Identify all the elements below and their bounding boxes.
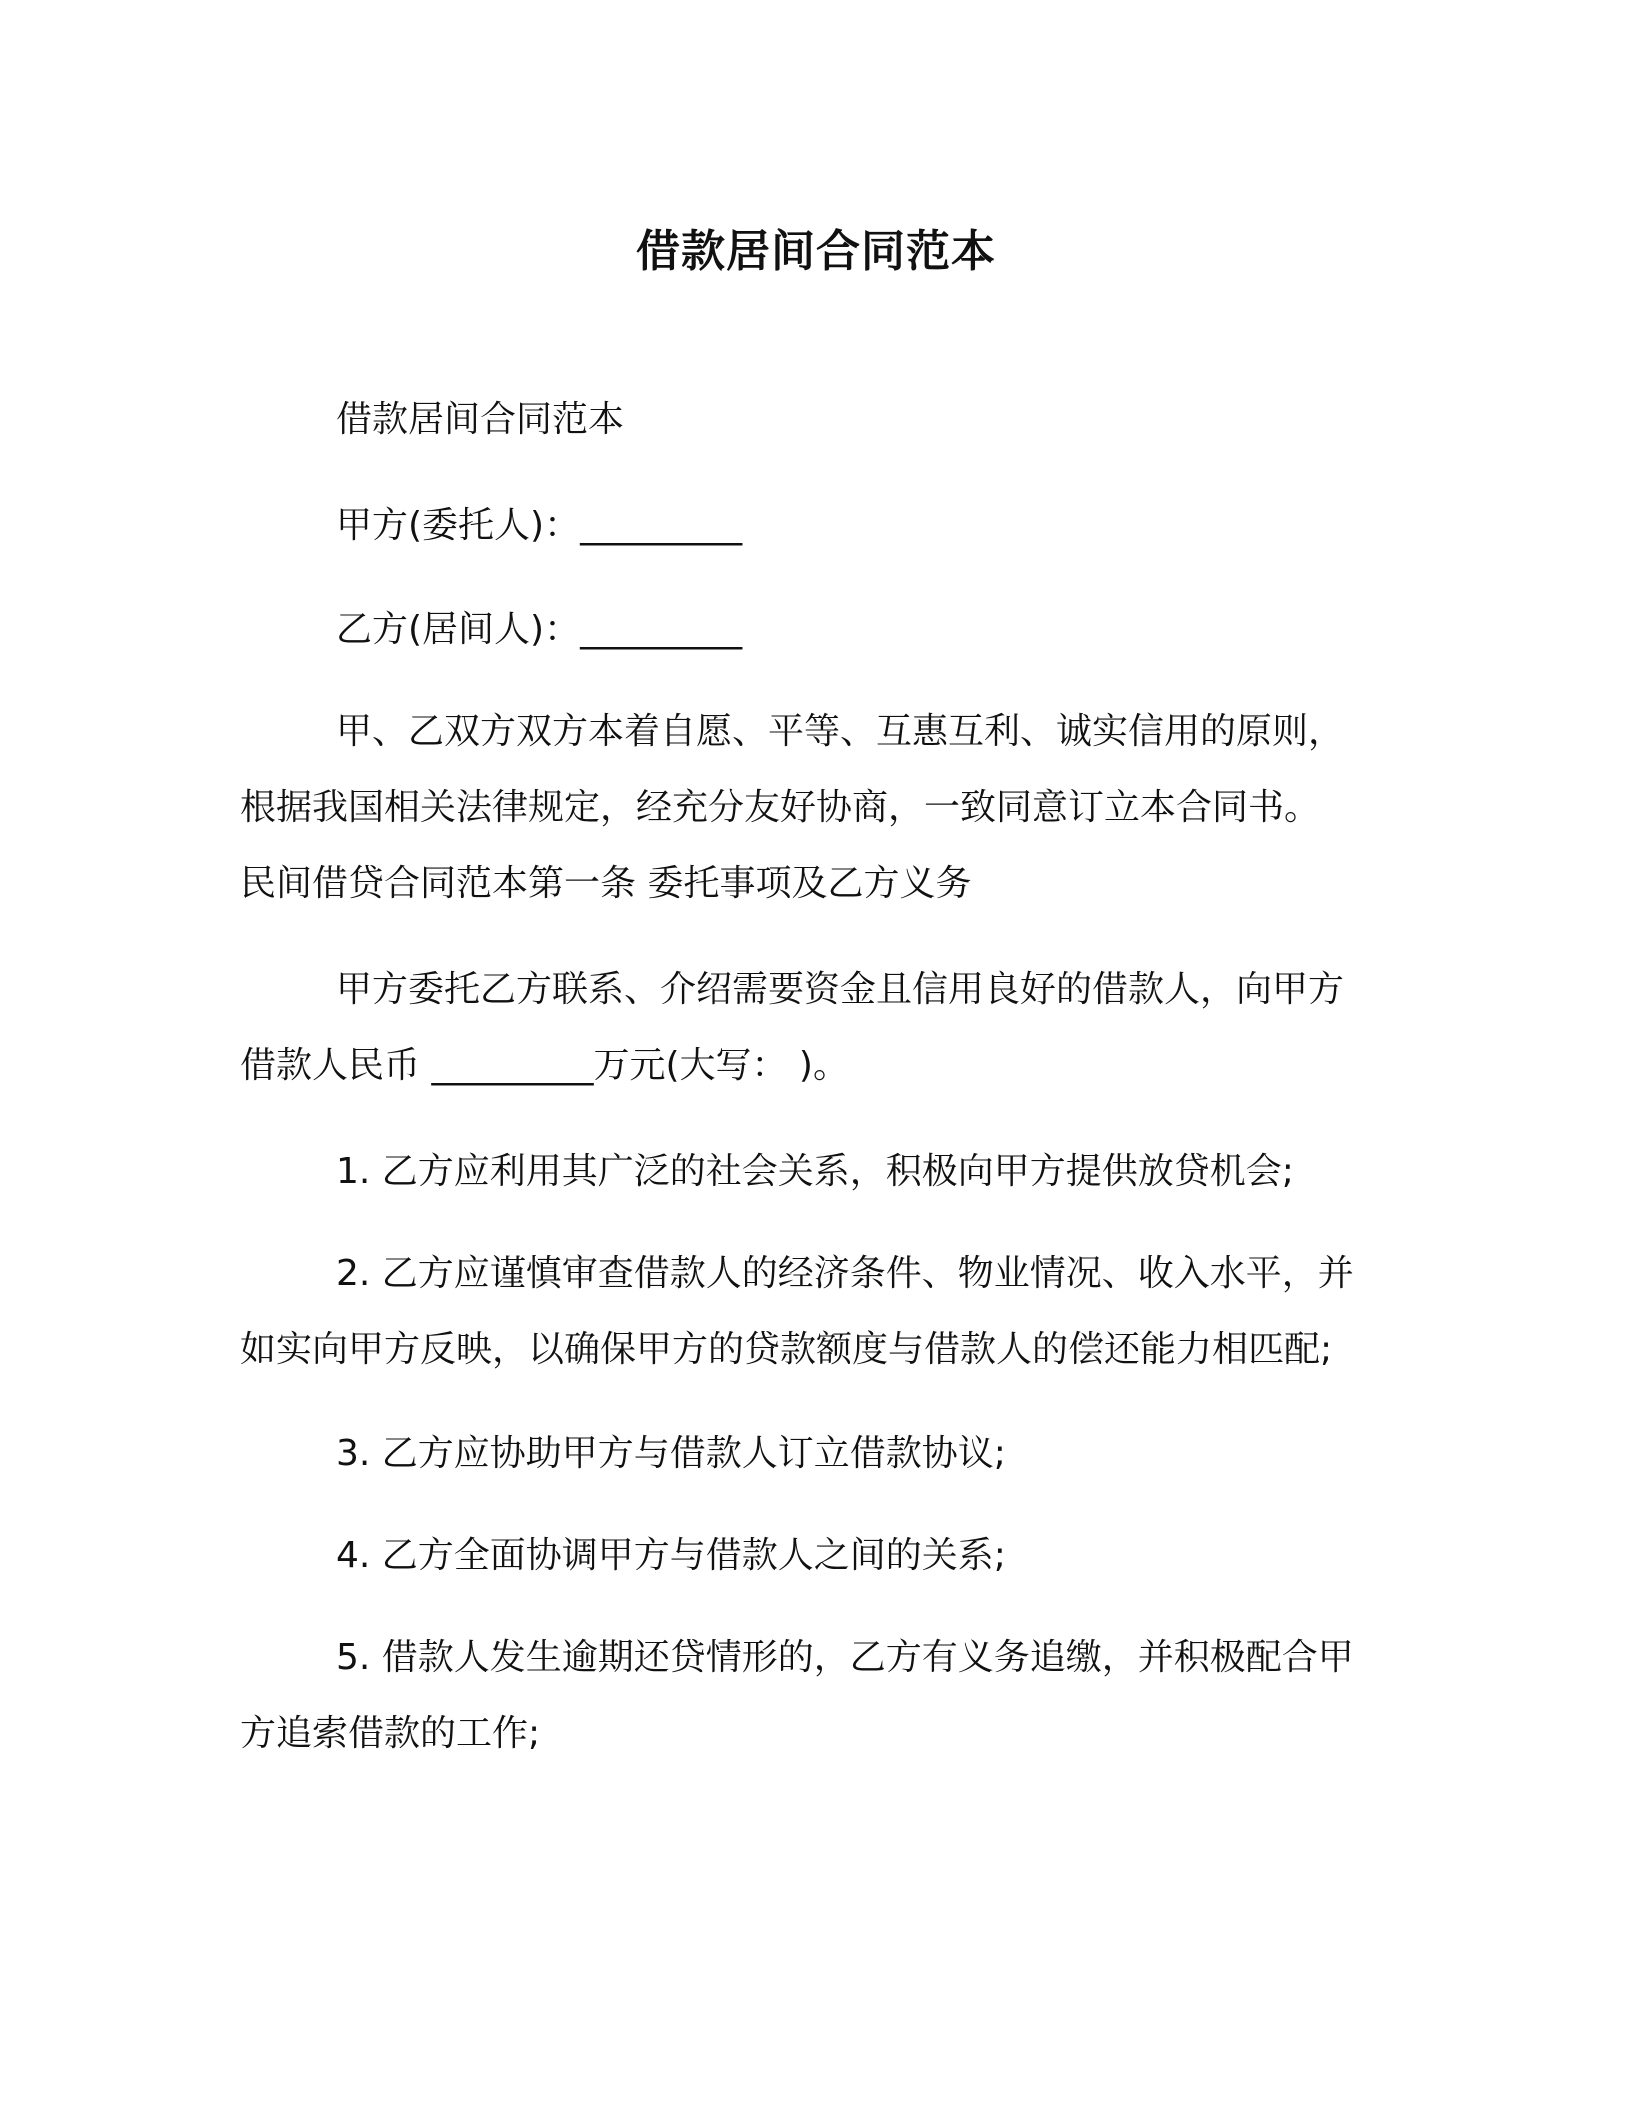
list-item-1: 1. 乙方应利用其广泛的社会关系，积极向甲方提供放贷机会; <box>336 1151 1294 1192</box>
document-subtitle: 借款居间合同范本 <box>336 399 625 440</box>
list-item-5-line-2: 方追索借款的工作; <box>240 1713 541 1754</box>
document-title: 借款居间合同范本 <box>636 226 996 277</box>
party-b-line: 乙方(居间人)：_________ <box>336 609 743 650</box>
list-item-2-line-1: 2. 乙方应谨慎审查借款人的经济条件、物业情况、收入水平，并 <box>336 1253 1354 1294</box>
intro-line-3: 民间借贷合同范本第一条 委托事项及乙方义务 <box>240 863 972 904</box>
delegation-line-2: 借款人民币 _________万元(大写： )。 <box>240 1045 849 1086</box>
list-item-5-line-1: 5. 借款人发生逾期还贷情形的，乙方有义务追缴，并积极配合甲 <box>336 1637 1354 1678</box>
intro-line-2: 根据我国相关法律规定，经充分友好协商，一致同意订立本合同书。 <box>240 787 1321 828</box>
list-item-2 <box>240 1236 1390 1388</box>
list-item-4: 4. 乙方全面协调甲方与借款人之间的关系; <box>336 1535 1006 1576</box>
party-a-line: 甲方(委托人)：_________ <box>336 505 743 546</box>
intro-line-1: 甲、乙双方双方本着自愿、平等、互惠互利、诚实信用的原则， <box>336 711 1345 752</box>
delegation-paragraph <box>240 952 1390 1104</box>
list-item-3: 3. 乙方应协助甲方与借款人订立借款协议; <box>336 1433 1006 1474</box>
list-item-5 <box>240 1620 1390 1772</box>
list-item-2-line-2: 如实向甲方反映，以确保甲方的贷款额度与借款人的偿还能力相匹配; <box>240 1329 1333 1370</box>
intro-paragraph <box>240 694 1390 922</box>
delegation-line-1: 甲方委托乙方联系、介绍需要资金且信用良好的借款人，向甲方 <box>336 969 1345 1010</box>
